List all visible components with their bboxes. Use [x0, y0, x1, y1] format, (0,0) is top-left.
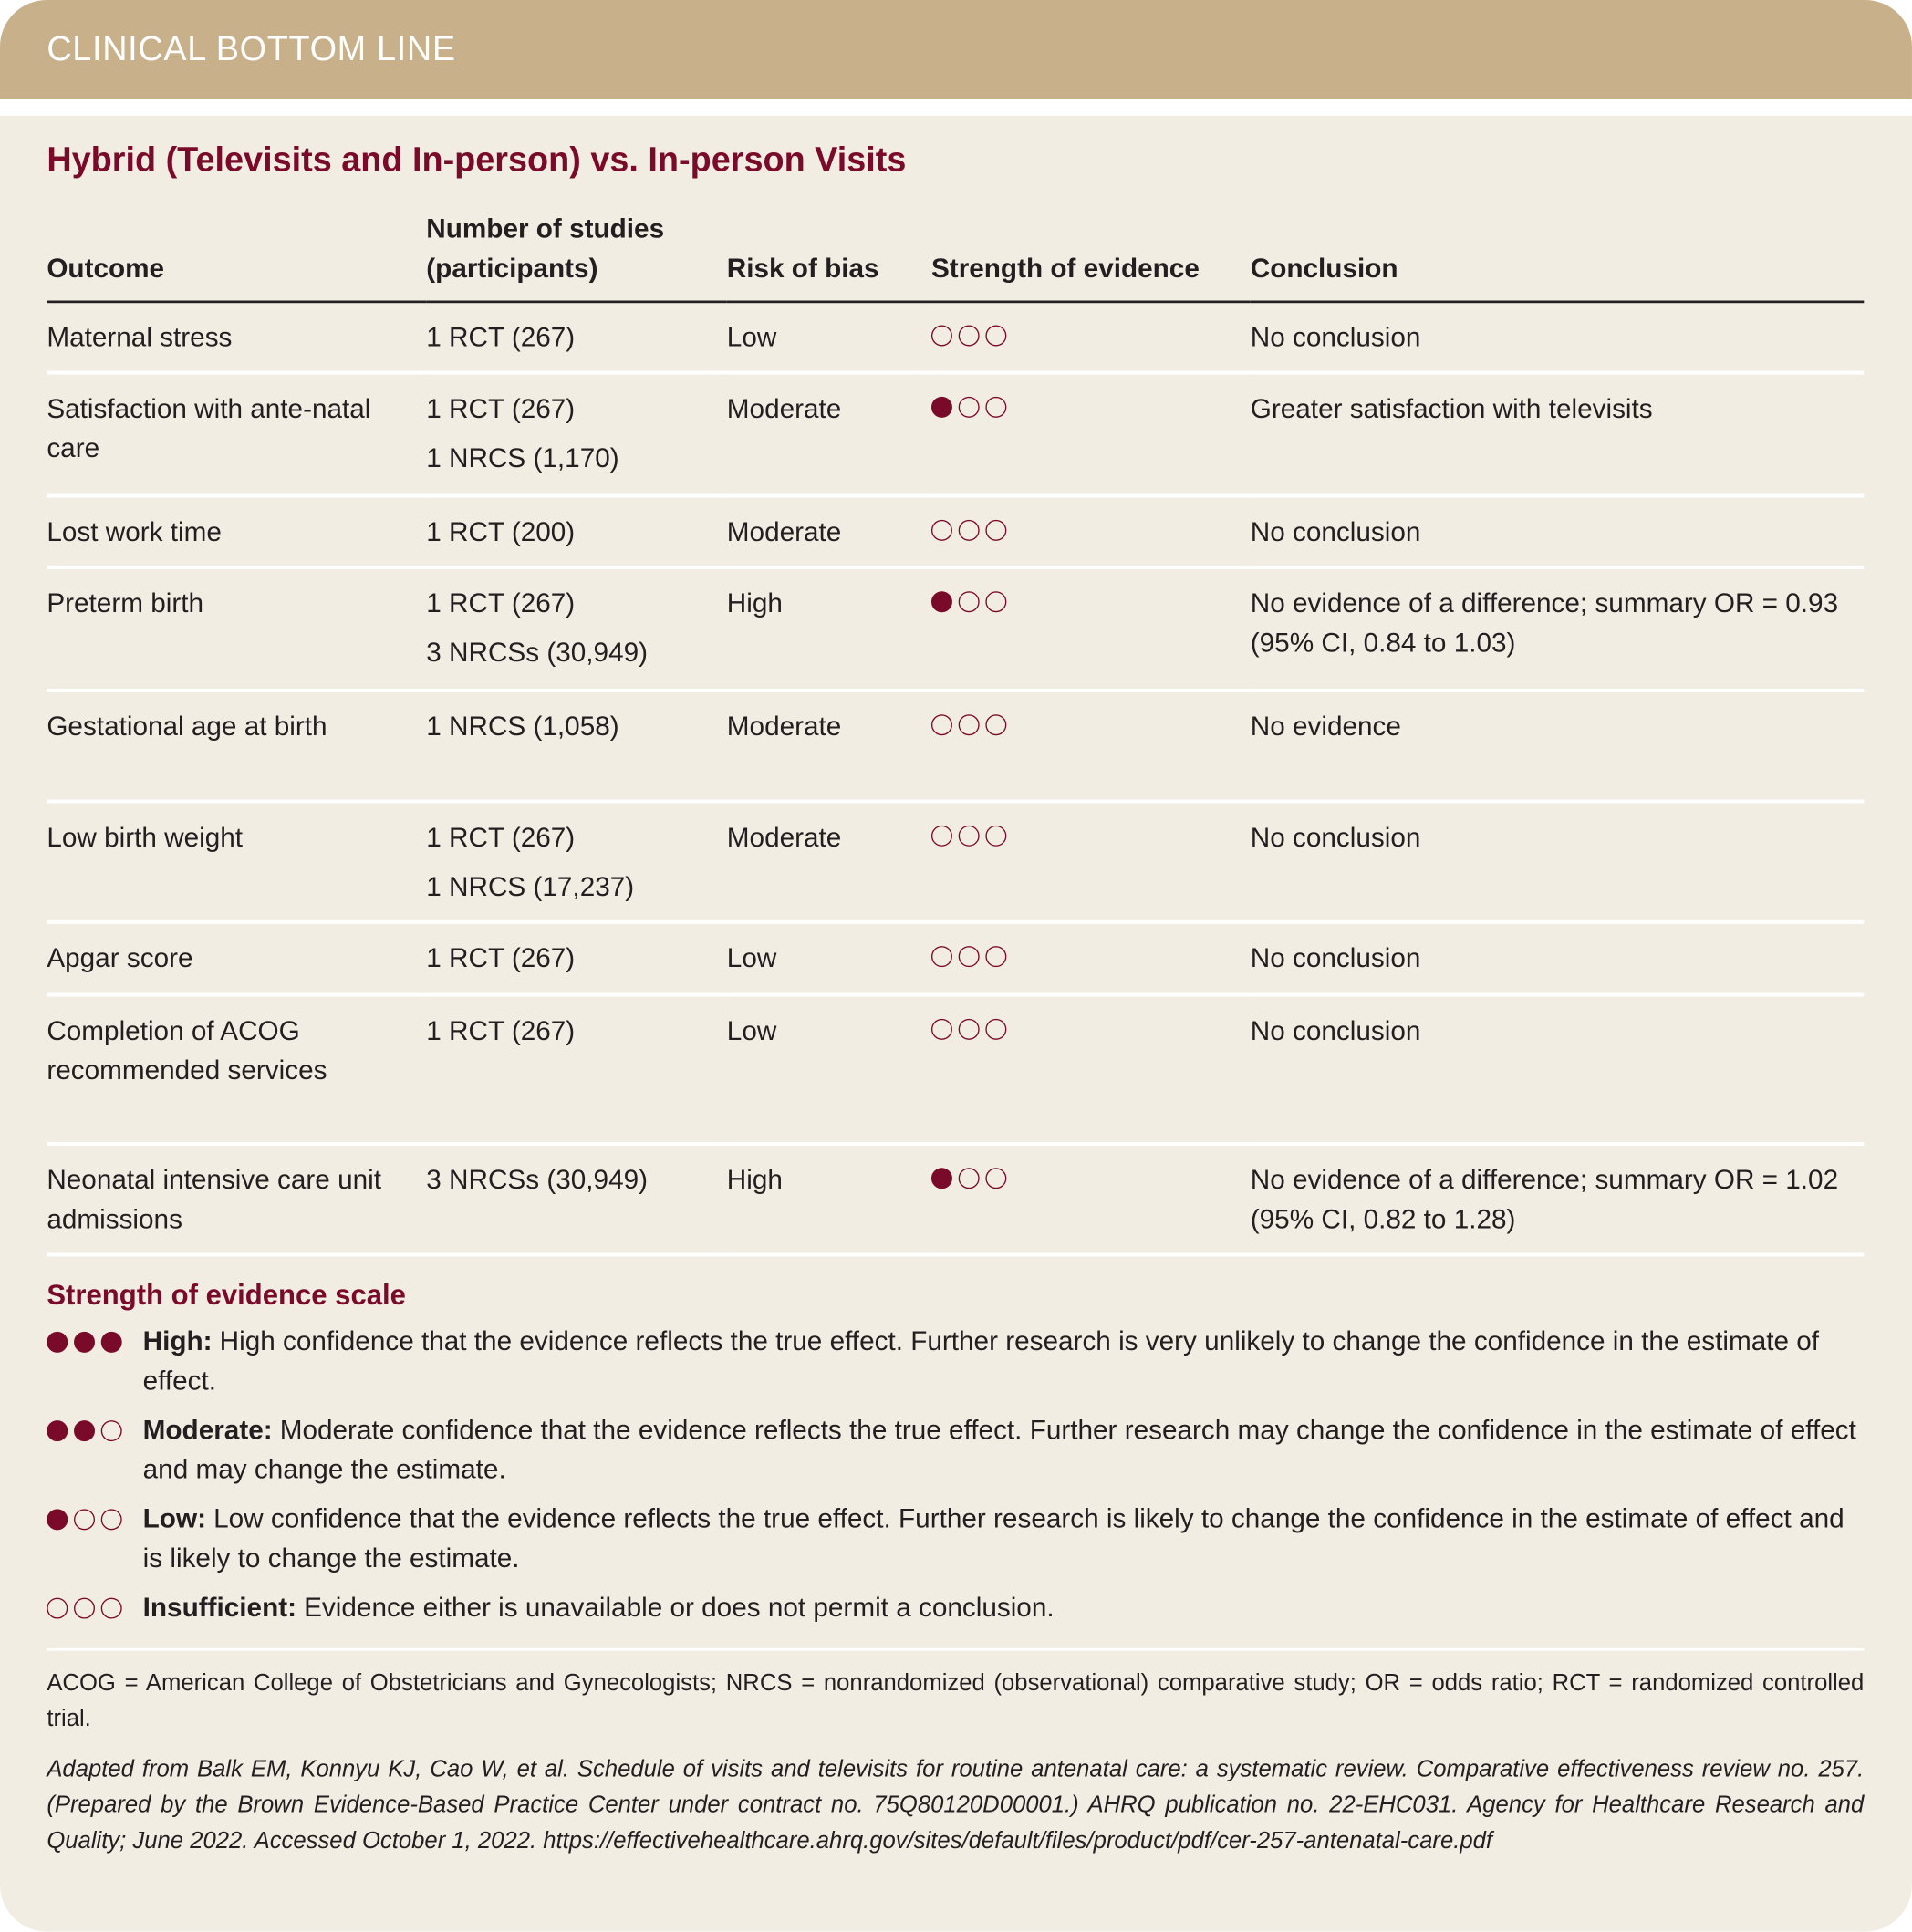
strength-rating-icon [931, 326, 1006, 347]
empty-circle-icon [931, 946, 952, 967]
strength-rating-icon [47, 1332, 142, 1353]
footnote-divider [47, 1648, 1864, 1651]
risk-of-bias-cell: Low [727, 302, 931, 372]
evidence-table [47, 210, 1864, 1256]
strength-rating-icon [47, 1420, 142, 1441]
outcome-cell: Preterm birth [47, 566, 426, 690]
table-row [47, 690, 1864, 801]
legend-title: Strength of evidence scale [47, 1278, 406, 1311]
empty-circle-icon [101, 1598, 122, 1619]
studies-cell [426, 1143, 727, 1254]
table-row [47, 921, 1864, 994]
table-row [47, 495, 1864, 566]
legend-description: High confidence that the evidence reflects the true effect. Further research is very unlikely to change the confidence in the estimate of effect. [142, 1325, 1820, 1397]
strength-rating-icon [47, 1598, 142, 1619]
empty-circle-icon [959, 396, 980, 417]
risk-of-bias-cell: Moderate [727, 495, 931, 566]
empty-circle-icon [931, 714, 952, 735]
empty-circle-icon [931, 326, 952, 347]
legend-level-label: Insufficient: [142, 1591, 297, 1623]
column-header-studies-line2: (participants) [426, 252, 598, 284]
strength-rating-icon [47, 1509, 142, 1530]
studies-line: 1 NRCS (1,058) [426, 710, 619, 742]
empty-circle-icon [101, 1509, 122, 1530]
empty-circle-icon [101, 1420, 122, 1441]
outcome-cell: Lost work time [47, 495, 426, 566]
conclusion-cell: No evidence [1251, 690, 1865, 801]
column-header-strength: Strength of evidence [931, 210, 1251, 302]
strength-cell [931, 994, 1251, 1143]
studies-cell [426, 801, 727, 921]
legend-item [47, 1588, 1864, 1627]
filled-circle-icon [101, 1332, 122, 1353]
strength-rating-icon [931, 519, 1006, 540]
strength-cell [931, 495, 1251, 566]
header-label: CLINICAL BOTTOM LINE [47, 29, 456, 68]
empty-circle-icon [959, 326, 980, 347]
studies-line: 1 NRCS (17,237) [426, 870, 635, 901]
legend-item [47, 1500, 1864, 1578]
strength-cell [931, 690, 1251, 801]
empty-circle-icon [985, 714, 1006, 735]
strength-rating-icon [931, 825, 1006, 846]
outcome-cell: Gestational age at birth [47, 690, 426, 801]
empty-circle-icon [47, 1598, 68, 1619]
strength-cell [931, 801, 1251, 921]
strength-cell [931, 1143, 1251, 1254]
strength-cell [931, 566, 1251, 690]
column-header-outcome: Outcome [47, 210, 426, 302]
table-row [47, 372, 1864, 495]
column-header-studies-line1: Number of studies [426, 213, 665, 244]
outcome-cell: Apgar score [47, 921, 426, 994]
studies-cell [426, 302, 727, 372]
empty-circle-icon [931, 1018, 952, 1039]
risk-of-bias-cell: Low [727, 921, 931, 994]
table-row [47, 302, 1864, 372]
abbreviations-footnote: ACOG = American College of Obstetricians and Gynecologists; NRCS = nonrandomized (observational) comparative study; OR = odds ratio; RCT = randomized controlled trial. [47, 1670, 1865, 1732]
conclusion-cell: No conclusion [1251, 801, 1865, 921]
legend-text [143, 1588, 1055, 1627]
studies-line: 1 RCT (267) [426, 1014, 576, 1045]
studies-line: 1 RCT (200) [426, 515, 576, 546]
empty-circle-icon [959, 1168, 980, 1189]
empty-circle-icon [985, 1018, 1006, 1039]
outcome-cell: Completion of ACOG recommended services [47, 994, 426, 1143]
empty-circle-icon [959, 519, 980, 540]
legend-item [47, 1322, 1864, 1400]
studies-cell [426, 690, 727, 801]
legend-text [143, 1500, 1865, 1578]
studies-line: 1 RCT (267) [426, 587, 576, 618]
empty-circle-icon [985, 1168, 1006, 1189]
studies-cell [426, 921, 727, 994]
legend-level-label: High: [142, 1325, 213, 1356]
legend-text [143, 1322, 1865, 1400]
studies-cell [426, 372, 727, 495]
empty-circle-icon [959, 714, 980, 735]
strength-cell [931, 372, 1251, 495]
risk-of-bias-cell: High [727, 566, 931, 690]
risk-of-bias-cell: High [727, 1143, 931, 1254]
outcome-cell: Maternal stress [47, 302, 426, 372]
studies-line: 3 NRCSs (30,949) [426, 1163, 649, 1195]
table-row [47, 1143, 1864, 1254]
source-reference: Adapted from Balk EM, Konnyu KJ, Cao W, et al. Schedule of visits and televisits for routine antenatal care: a systematic review. Comparative effectiveness review no. 257. (Prepared by the Brown Evidence-Based Practice Center under contract no. 75Q80120D00001.) AHRQ publication no. 22-EHC031. Agency for Healthcare Research and Quality; June 2022. Accessed October 1, 2022. https://effectivehealthcare.ahrq.gov/sites/default/files/product/pdf/cer-257-antenatal-care.pdf [47, 1756, 1865, 1854]
empty-circle-icon [959, 591, 980, 612]
table-row [47, 994, 1864, 1143]
legend-text [143, 1410, 1865, 1489]
studies-line: 1 RCT (267) [426, 941, 576, 973]
empty-circle-icon [985, 825, 1006, 846]
column-header-studies [426, 210, 727, 302]
studies-cell [426, 994, 727, 1143]
legend-level-label: Moderate: [142, 1414, 273, 1446]
conclusion-cell: No evidence of a difference; summary OR = 0.93 (95% CI, 0.84 to 1.03) [1251, 566, 1865, 690]
outcome-cell: Low birth weight [47, 801, 426, 921]
strength-rating-icon [931, 946, 1006, 967]
filled-circle-icon [931, 1168, 952, 1189]
filled-circle-icon [931, 591, 952, 612]
empty-circle-icon [985, 326, 1006, 347]
strength-rating-icon [931, 1168, 1006, 1189]
strength-cell [931, 302, 1251, 372]
empty-circle-icon [931, 519, 952, 540]
strength-rating-icon [931, 396, 1006, 417]
risk-of-bias-cell: Low [727, 994, 931, 1143]
risk-of-bias-cell: Moderate [727, 801, 931, 921]
risk-of-bias-cell: Moderate [727, 690, 931, 801]
strength-legend [47, 1279, 1864, 1637]
column-header-risk: Risk of bias [727, 210, 931, 302]
conclusion-cell: No conclusion [1251, 921, 1865, 994]
filled-circle-icon [47, 1509, 68, 1530]
empty-circle-icon [959, 825, 980, 846]
strength-rating-icon [931, 591, 1006, 612]
table-row [47, 801, 1864, 921]
table-header-row [47, 210, 1864, 302]
conclusion-cell: No evidence of a difference; summary OR = 1.02 (95% CI, 0.82 to 1.28) [1251, 1143, 1865, 1254]
conclusion-cell: No conclusion [1251, 994, 1865, 1143]
strength-rating-icon [931, 1018, 1006, 1039]
empty-circle-icon [985, 946, 1006, 967]
filled-circle-icon [47, 1420, 68, 1441]
studies-line: 1 NRCS (1,170) [426, 441, 619, 473]
table-row [47, 566, 1864, 690]
empty-circle-icon [985, 519, 1006, 540]
risk-of-bias-cell: Moderate [727, 372, 931, 495]
filled-circle-icon [47, 1332, 68, 1353]
column-header-conclusion: Conclusion [1251, 210, 1865, 302]
studies-cell [426, 495, 727, 566]
legend-item [47, 1410, 1864, 1489]
conclusion-cell: Greater satisfaction with televisits [1251, 372, 1865, 495]
header-band [0, 0, 1912, 99]
filled-circle-icon [931, 396, 952, 417]
filled-circle-icon [74, 1420, 95, 1441]
studies-line: 3 NRCSs (30,949) [426, 636, 649, 668]
section-title: Hybrid (Televisits and In-person) vs. In-person Visits [47, 140, 907, 179]
studies-line: 1 RCT (267) [426, 392, 576, 423]
outcome-cell: Neonatal intensive care unit admissions [47, 1143, 426, 1254]
header-divider [0, 99, 1912, 116]
empty-circle-icon [959, 1018, 980, 1039]
empty-circle-icon [931, 825, 952, 846]
conclusion-cell: No conclusion [1251, 495, 1865, 566]
strength-cell [931, 921, 1251, 994]
outcome-cell: Satisfaction with ante-natal care [47, 372, 426, 495]
legend-description: Low confidence that the evidence reflects the true effect. Further research is likely to change the confidence in the estimate of effect and is likely to change the estimate. [142, 1502, 1844, 1574]
legend-description: Moderate confidence that the evidence reflects the true effect. Further research may change the confidence in the estimate of effect and may change the estimate. [142, 1414, 1856, 1485]
empty-circle-icon [74, 1598, 95, 1619]
empty-circle-icon [74, 1509, 95, 1530]
filled-circle-icon [74, 1332, 95, 1353]
empty-circle-icon [959, 946, 980, 967]
studies-line: 1 RCT (267) [426, 821, 576, 852]
studies-line: 1 RCT (267) [426, 321, 576, 353]
empty-circle-icon [985, 591, 1006, 612]
legend-description: Evidence either is unavailable or does not permit a conclusion. [304, 1591, 1055, 1623]
empty-circle-icon [985, 396, 1006, 417]
legend-level-label: Low: [142, 1502, 206, 1534]
strength-rating-icon [931, 714, 1006, 735]
studies-cell [426, 566, 727, 690]
conclusion-cell: No conclusion [1251, 302, 1865, 372]
